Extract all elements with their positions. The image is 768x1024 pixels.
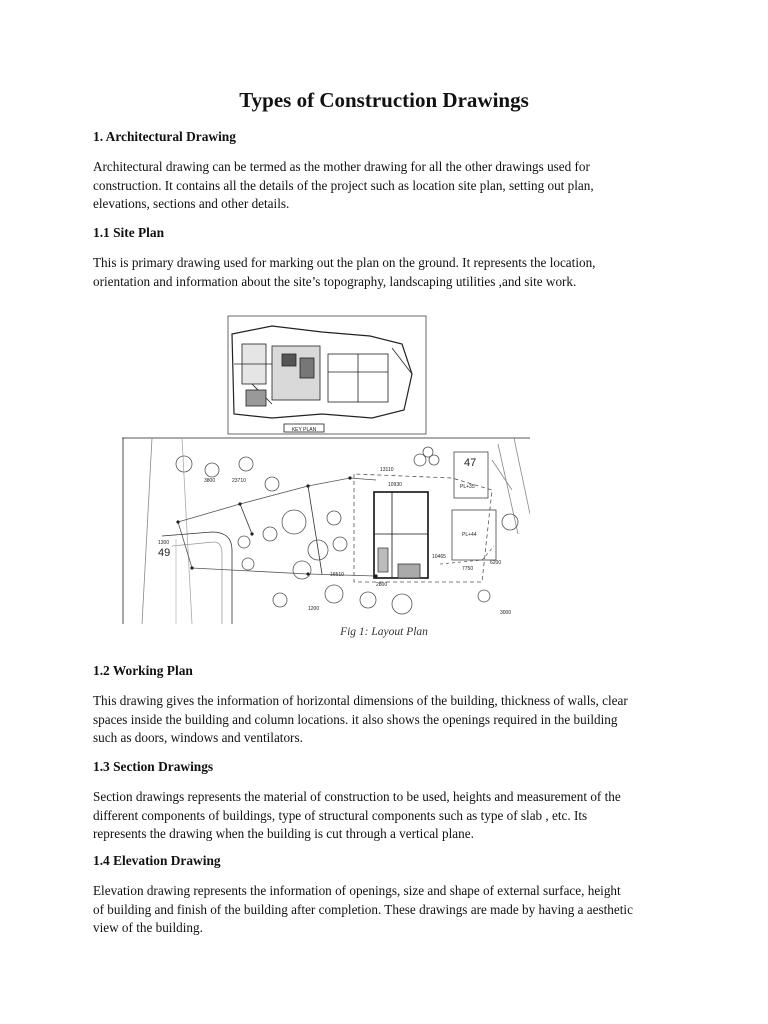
paragraph-line: This drawing gives the information of horizontal dimensions of the building, thickness of walls, clear <box>93 693 628 708</box>
key-plan <box>228 316 426 434</box>
section-heading-site-plan: 1.1 Site Plan <box>93 225 165 240</box>
paragraph-line: Section drawings represents the material of construction to be used, heights and measurement of the <box>93 789 621 804</box>
dimension-label: 13110 <box>380 467 394 473</box>
section-heading-section-drawings: 1.3 Section Drawings <box>93 759 214 774</box>
paragraph-line: different components of buildings, type of structural components such as type of slab , etc. Its <box>93 807 588 823</box>
section-heading-working-plan: 1.2 Working Plan <box>93 663 193 678</box>
dimension-label: 1300 <box>158 540 170 546</box>
dimension-label: 6200 <box>490 560 502 566</box>
section-paragraph-site-plan <box>93 254 693 291</box>
page-title: Types of Construction Drawings <box>239 88 529 112</box>
paragraph-line: of building and finish of the building after completion. These drawings are made by having a aesthetic <box>93 901 633 917</box>
section-paragraph-elevation-drawing <box>93 882 693 938</box>
dimension-label: 3000 <box>500 610 512 616</box>
dimension-label: 7750 <box>462 566 474 572</box>
figure-caption: Fig 1: Layout Plan <box>340 626 428 638</box>
paragraph-line: such as doors, windows and ventilators. <box>93 730 303 745</box>
dimension-label: 16510 <box>330 572 344 578</box>
section-heading-elevation-drawing: 1.4 Elevation Drawing <box>93 853 221 868</box>
dimension-label: 3800 <box>204 478 216 484</box>
paragraph-line: orientation and information about the site’s topography, landscaping utilities ,and site work. <box>93 273 577 289</box>
lot-number-49: 49 <box>158 547 171 559</box>
dimension-label: 23710 <box>232 478 246 484</box>
paragraph-line: construction. It contains all the details of the project such as location site plan, setting out plan, <box>93 177 594 193</box>
paragraph-line: spaces inside the building and column locations. it also shows the openings required in the building <box>93 711 618 727</box>
level-label-pl44: PL+44 <box>462 532 477 538</box>
tree-symbols <box>176 447 518 614</box>
section-paragraph-section-drawings <box>93 788 693 844</box>
layout-plan-figure <box>122 314 530 626</box>
survey-points <box>176 476 377 577</box>
lot-number-47: 47 <box>464 457 477 469</box>
site-plan <box>122 438 530 624</box>
layout-plan-drawing <box>122 314 530 626</box>
dimension-label: 2800 <box>376 582 388 588</box>
level-label-pl35: PL+35 <box>460 484 475 490</box>
section-heading-architectural-drawing: 1. Architectural Drawing <box>93 129 236 144</box>
key-plan-label: KEY PLAN <box>291 427 317 433</box>
section-paragraph-architectural-drawing <box>93 158 693 214</box>
paragraph-line: represents the drawing when the building is cut through a vertical plane. <box>93 826 474 841</box>
paragraph-line: Elevation drawing represents the information of openings, size and shape of external surface, height <box>93 883 621 898</box>
paragraph-line: elevations, sections and other details. <box>93 196 290 211</box>
paragraph-line: This is primary drawing used for marking out the plan on the ground. It represents the location, <box>93 255 596 270</box>
dimension-label: 1200 <box>308 606 320 612</box>
paragraph-line: Architectural drawing can be termed as the mother drawing for all the other drawings used for <box>93 159 590 174</box>
section-paragraph-working-plan <box>93 692 693 748</box>
dimension-label: 10930 <box>388 482 402 488</box>
paragraph-line: view of the building. <box>93 920 203 935</box>
dimension-label: 10465 <box>432 554 446 560</box>
